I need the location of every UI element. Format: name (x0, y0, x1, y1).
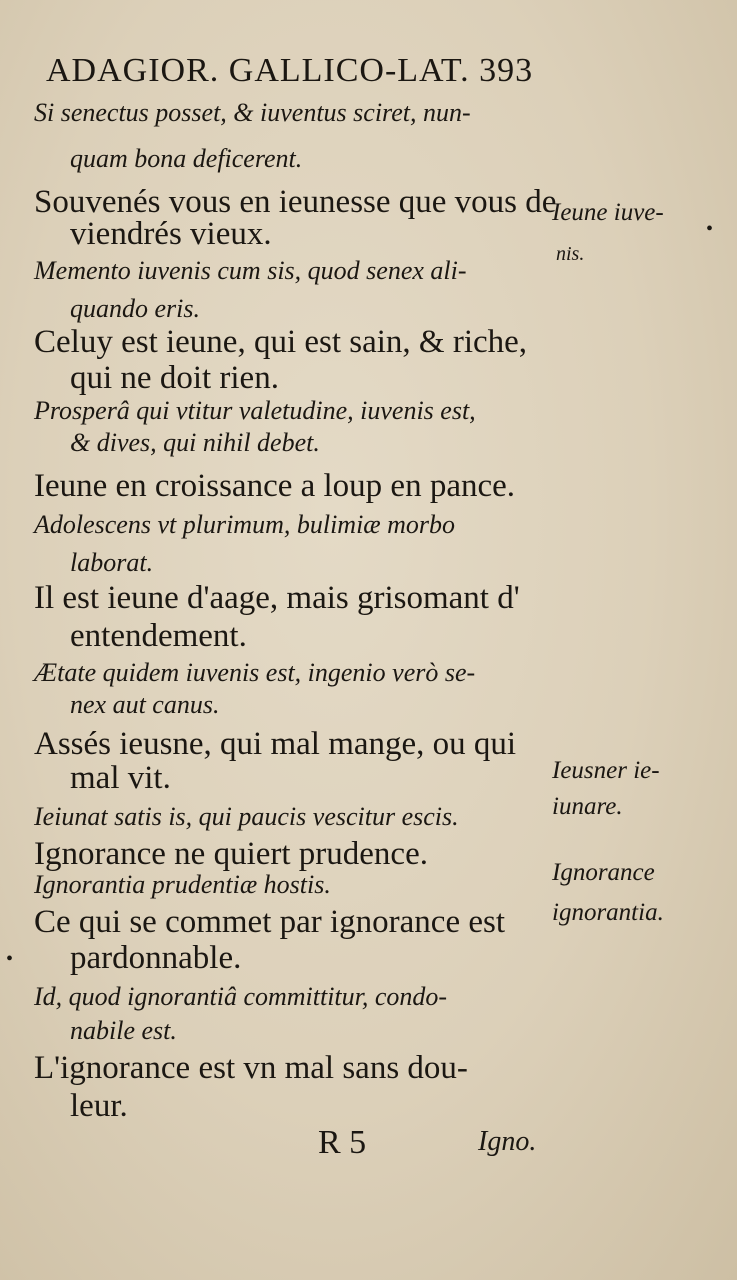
latin-line: nex aut canus. (70, 690, 220, 719)
margin-note: Ieune iuve- (552, 199, 664, 226)
french-line: qui ne doit rien. (70, 360, 279, 396)
french-line: Ieune en croissance a loup en pance. (34, 468, 516, 504)
latin-line: Adolescens vt plurimum, bulimiæ morbo (34, 510, 456, 539)
french-line: Il est ieune d'aage, mais grisomant d' (34, 580, 520, 616)
french-line: entendement. (70, 618, 247, 654)
french-line: L'ignorance est vn mal sans dou- (34, 1050, 468, 1086)
running-header: ADAGIOR. GALLICO-LAT. 393 (46, 52, 534, 89)
latin-line: Ieiunat satis is, qui paucis vescitur escis. (34, 802, 459, 831)
french-line: Celuy est ieune, qui est sain, & riche, (34, 324, 528, 360)
latin-line: laborat. (70, 548, 154, 577)
margin-note: Ignorance (552, 859, 655, 886)
latin-line: Prosperâ qui vtitur valetudine, iuvenis est, (34, 396, 476, 425)
signature-mark: R 5 (318, 1124, 367, 1161)
latin-line: & dives, qui nihil debet. (70, 428, 320, 457)
latin-line: quam bona deficerent. (70, 144, 303, 173)
ink-dot-mark: • (6, 948, 14, 970)
french-line: Assés ieusne, qui mal mange, ou qui (34, 726, 517, 762)
latin-line: Si senectus posset, & iuventus sciret, nun- (34, 98, 471, 127)
french-line: pardonnable. (70, 940, 242, 976)
french-line: Souvenés vous en ieunesse que vous de (34, 184, 557, 220)
margin-note: nis. (556, 243, 585, 265)
margin-note: iunare. (552, 793, 623, 820)
margin-note: Ieusner ie- (552, 757, 660, 784)
latin-line: quando eris. (70, 294, 200, 323)
latin-line: Memento iuvenis cum sis, quod senex ali- (34, 256, 467, 285)
latin-line: Id, quod ignorantiâ committitur, condo- (34, 982, 448, 1011)
latin-line: nabile est. (70, 1016, 177, 1045)
french-line: leur. (70, 1088, 128, 1124)
latin-line: Ignorantia prudentiæ hostis. (34, 870, 331, 899)
french-line: Ce qui se commet par ignorance est (34, 904, 506, 940)
latin-line: Ætate quidem iuvenis est, ingenio verò se- (34, 658, 476, 687)
ink-dot-mark: • (706, 218, 714, 240)
french-line: mal vit. (70, 760, 171, 796)
french-line: viendrés vieux. (70, 216, 272, 252)
margin-note: ignorantia. (552, 899, 664, 926)
french-line: Ignorance ne quiert prudence. (34, 836, 428, 872)
catchword: Igno. (478, 1126, 537, 1157)
